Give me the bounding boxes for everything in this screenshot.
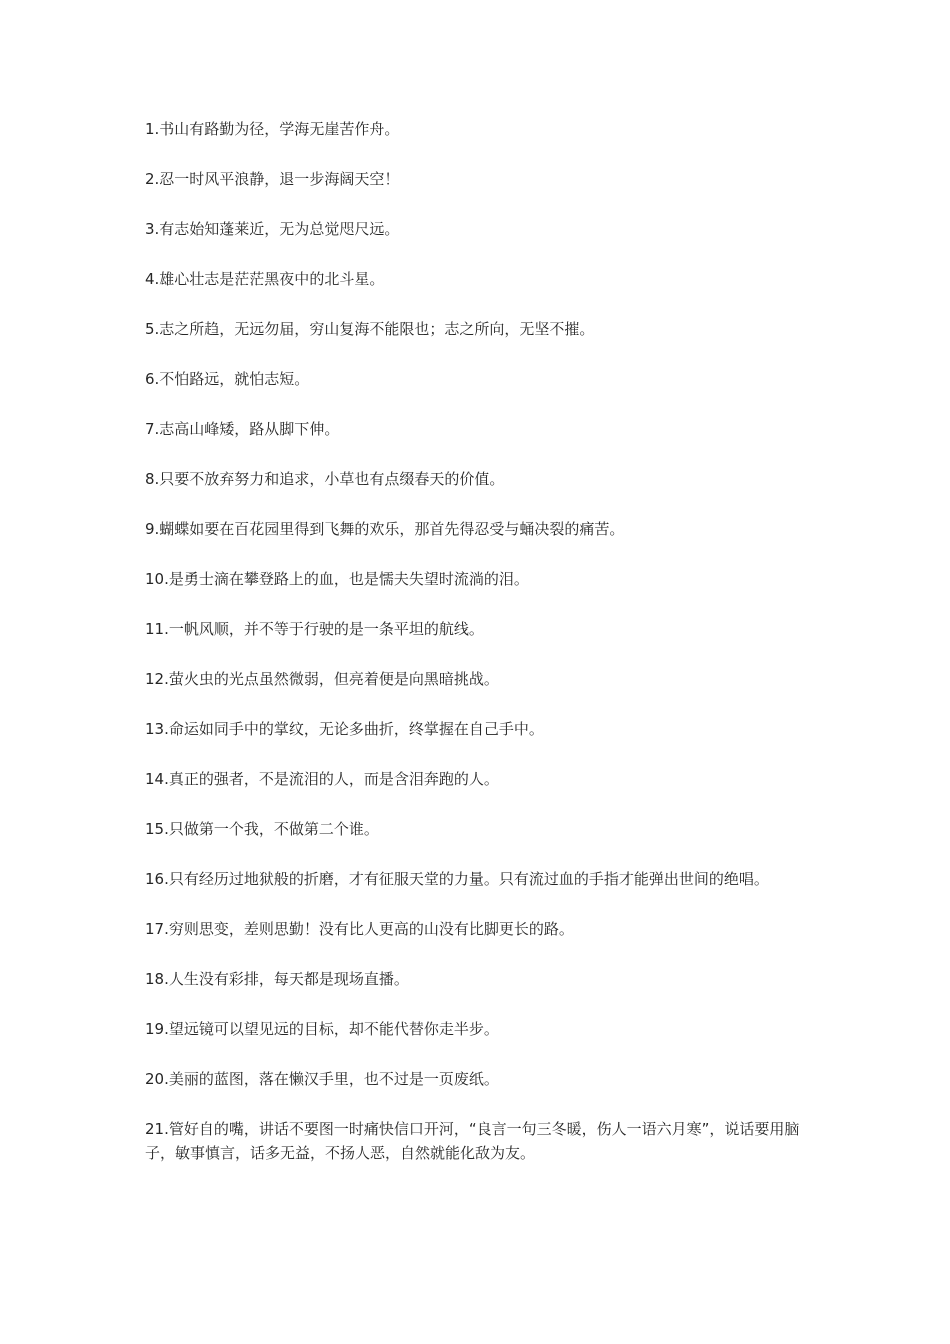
- paragraph-14: 14.真正的强者，不是流泪的人，而是含泪奔跑的人。: [145, 770, 499, 788]
- paragraph-12: 12.萤火虫的光点虽然微弱，但亮着便是向黑暗挑战。: [145, 670, 499, 688]
- paragraph-3: 3.有志始知蓬莱近，无为总觉咫尺远。: [145, 220, 400, 238]
- document-body: [145, 117, 815, 1191]
- paragraph-16: 16.只有经历过地狱般的折磨，才有征服天堂的力量。只有流过血的手指才能弹出世间的绝唱。: [145, 870, 769, 888]
- paragraph-10: 10.是勇士滴在攀登路上的血，也是懦夫失望时流淌的泪。: [145, 570, 529, 588]
- paragraph-20: 20.美丽的蓝图，落在懒汉手里，也不过是一页废纸。: [145, 1070, 499, 1088]
- paragraph-11: 11.一帆风顺，并不等于行驶的是一条平坦的航线。: [145, 620, 484, 638]
- paragraph-17: 17.穷则思变，差则思勤！没有比人更高的山没有比脚更长的路。: [145, 920, 574, 938]
- paragraph-9: 9.蝴蝶如要在百花园里得到飞舞的欢乐，那首先得忍受与蛹决裂的痛苦。: [145, 520, 625, 538]
- paragraph-8: 8.只要不放弃努力和追求，小草也有点缀春天的价值。: [145, 470, 505, 488]
- paragraph-1: 1.书山有路勤为径，学海无崖苦作舟。: [145, 120, 400, 138]
- paragraph-13: 13.命运如同手中的掌纹，无论多曲折，终掌握在自己手中。: [145, 720, 544, 738]
- paragraph-7: 7.志高山峰矮，路从脚下伸。: [145, 420, 340, 438]
- paragraph-2: 2.忍一时风平浪静，退一步海阔天空！: [145, 170, 400, 188]
- paragraph-19: 19.望远镜可以望见远的目标，却不能代替你走半步。: [145, 1020, 499, 1038]
- paragraph-6: 6.不怕路远，就怕志短。: [145, 370, 310, 388]
- paragraph-21: 21.管好自的嘴，讲话不要图一时痛快信口开河，“良言一句三冬暖，伤人一语六月寒”，说话要用脑子，敏事慎言，话多无益，不扬人恶，自然就能化敌为友。: [145, 1120, 800, 1162]
- paragraph-5: 5.志之所趋，无远勿届，穷山复海不能限也；志之所向，无坚不摧。: [145, 320, 595, 338]
- paragraph-18: 18.人生没有彩排，每天都是现场直播。: [145, 970, 409, 988]
- paragraph-4: 4.雄心壮志是茫茫黑夜中的北斗星。: [145, 270, 385, 288]
- paragraph-15: 15.只做第一个我，不做第二个谁。: [145, 820, 379, 838]
